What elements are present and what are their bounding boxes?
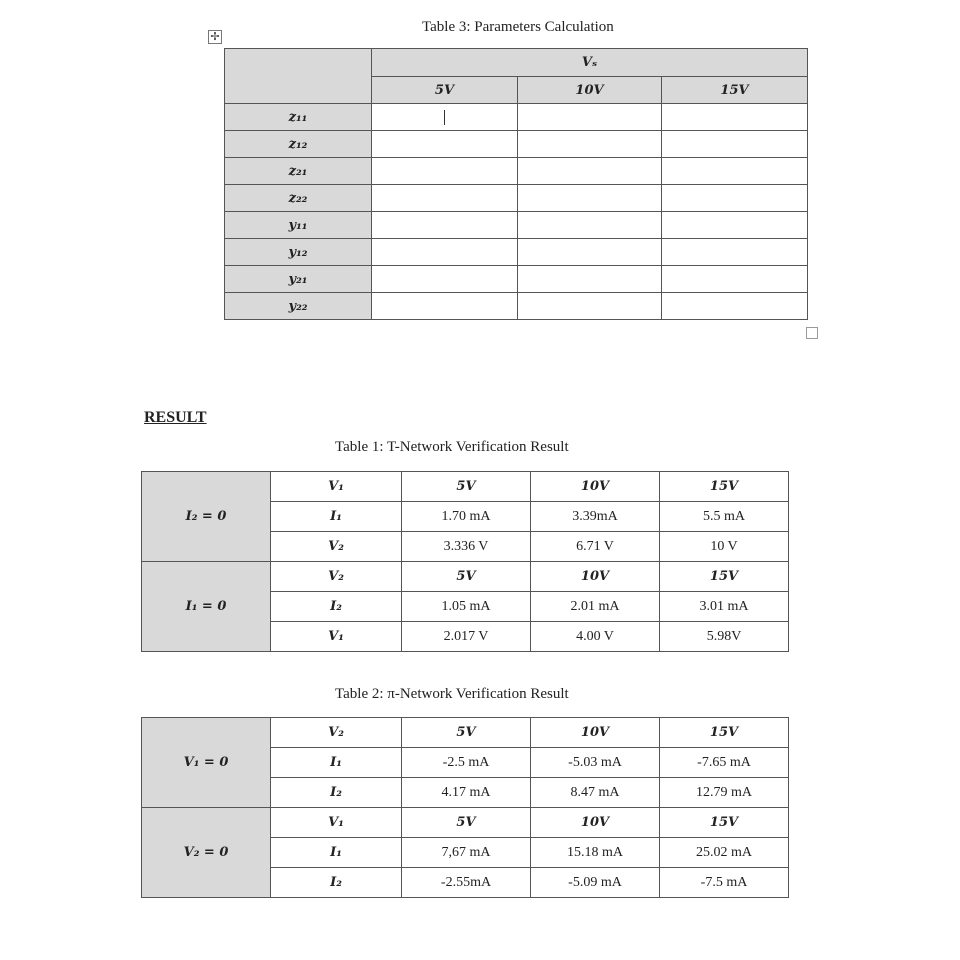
measurement-cell: 5.98V <box>660 622 789 652</box>
param-label: z₂₁ <box>225 158 372 185</box>
param-input-cell[interactable] <box>372 104 518 131</box>
t-network-table <box>141 471 789 652</box>
table3-caption: Table 3: Parameters Calculation <box>422 19 614 35</box>
param-input-cell[interactable] <box>372 185 518 212</box>
measurement-cell: -7.65 mA <box>660 748 789 778</box>
condition-cell: I₁ = 0 <box>142 562 271 652</box>
pi-network-table <box>141 717 789 898</box>
table-row <box>142 718 789 748</box>
table-row <box>142 472 789 502</box>
text-cursor <box>444 110 445 125</box>
measurement-cell: 10 V <box>660 532 789 562</box>
measurement-cell: 3.336 V <box>402 532 531 562</box>
condition-cell: V₂ = 0 <box>142 808 271 898</box>
param-label: y₂₂ <box>225 293 372 320</box>
table-row <box>225 212 808 239</box>
param-input-cell[interactable] <box>518 104 662 131</box>
voltage-header: 10V <box>531 562 660 592</box>
param-input-cell[interactable] <box>662 239 808 266</box>
measurement-cell: 1.05 mA <box>402 592 531 622</box>
measurement-cell: 7,67 mA <box>402 838 531 868</box>
table-row <box>225 158 808 185</box>
param-input-cell[interactable] <box>518 266 662 293</box>
param-label: y₁₁ <box>225 212 372 239</box>
voltage-header: 5V <box>402 808 531 838</box>
param-label: z₂₂ <box>225 185 372 212</box>
param-input-cell[interactable] <box>662 131 808 158</box>
measurement-cell: -7.5 mA <box>660 868 789 898</box>
param-input-cell[interactable] <box>662 266 808 293</box>
table-row <box>225 131 808 158</box>
measurement-cell: 5.5 mA <box>660 502 789 532</box>
t3-voltage-5v: 5V <box>372 77 518 104</box>
param-input-cell[interactable] <box>518 239 662 266</box>
voltage-header: 15V <box>660 718 789 748</box>
param-input-cell[interactable] <box>662 212 808 239</box>
quantity-label: V₂ <box>271 718 402 748</box>
param-input-cell[interactable] <box>372 158 518 185</box>
voltage-header: 15V <box>660 472 789 502</box>
measurement-cell: -2.55mA <box>402 868 531 898</box>
measurement-cell: 25.02 mA <box>660 838 789 868</box>
voltage-header: 5V <box>402 472 531 502</box>
voltage-header: 10V <box>531 718 660 748</box>
voltage-header: 15V <box>660 562 789 592</box>
quantity-label: V₁ <box>271 808 402 838</box>
quantity-label: I₂ <box>271 592 402 622</box>
measurement-cell: -2.5 mA <box>402 748 531 778</box>
result-heading: RESULT <box>144 409 207 426</box>
measurement-cell: 4.00 V <box>531 622 660 652</box>
voltage-header: 5V <box>402 562 531 592</box>
param-input-cell[interactable] <box>372 239 518 266</box>
param-input-cell[interactable] <box>518 293 662 320</box>
quantity-label: V₁ <box>271 472 402 502</box>
table-row <box>225 266 808 293</box>
table1-caption: Table 1: T-Network Verification Result <box>335 439 569 455</box>
voltage-header: 15V <box>660 808 789 838</box>
table-row <box>225 185 808 212</box>
measurement-cell: 6.71 V <box>531 532 660 562</box>
measurement-cell: 4.17 mA <box>402 778 531 808</box>
t3-voltage-10v: 10V <box>518 77 662 104</box>
param-label: z₁₁ <box>225 104 372 131</box>
measurement-cell: 12.79 mA <box>660 778 789 808</box>
table-resize-handle-icon[interactable] <box>806 327 818 339</box>
table-row <box>225 293 808 320</box>
param-input-cell[interactable] <box>518 212 662 239</box>
param-input-cell[interactable] <box>662 185 808 212</box>
table-move-handle-icon[interactable]: ✢ <box>208 30 222 44</box>
quantity-label: I₂ <box>271 868 402 898</box>
table-row <box>225 239 808 266</box>
param-input-cell[interactable] <box>662 293 808 320</box>
param-input-cell[interactable] <box>518 185 662 212</box>
param-input-cell[interactable] <box>662 104 808 131</box>
param-input-cell[interactable] <box>518 158 662 185</box>
measurement-cell: 3.01 mA <box>660 592 789 622</box>
table-row <box>142 562 789 592</box>
param-input-cell[interactable] <box>372 293 518 320</box>
table-row <box>142 808 789 838</box>
voltage-header: 5V <box>402 718 531 748</box>
param-input-cell[interactable] <box>372 212 518 239</box>
quantity-label: I₂ <box>271 778 402 808</box>
param-input-cell[interactable] <box>662 158 808 185</box>
parameters-table <box>224 48 808 320</box>
quantity-label: I₁ <box>271 838 402 868</box>
quantity-label: V₁ <box>271 622 402 652</box>
param-input-cell[interactable] <box>372 266 518 293</box>
measurement-cell: 2.01 mA <box>531 592 660 622</box>
measurement-cell: 3.39mA <box>531 502 660 532</box>
quantity-label: V₂ <box>271 532 402 562</box>
quantity-label: I₁ <box>271 502 402 532</box>
condition-cell: V₁ = 0 <box>142 718 271 808</box>
measurement-cell: -5.09 mA <box>531 868 660 898</box>
table3-corner-cell <box>225 49 372 104</box>
table-row <box>225 104 808 131</box>
measurement-cell: 1.70 mA <box>402 502 531 532</box>
param-label: z₁₂ <box>225 131 372 158</box>
param-label: y₁₂ <box>225 239 372 266</box>
voltage-header: 10V <box>531 808 660 838</box>
measurement-cell: 15.18 mA <box>531 838 660 868</box>
t3-voltage-15v: 15V <box>662 77 808 104</box>
voltage-header: 10V <box>531 472 660 502</box>
measurement-cell: -5.03 mA <box>531 748 660 778</box>
measurement-cell: 8.47 mA <box>531 778 660 808</box>
vs-header: Vₛ <box>372 49 808 77</box>
measurement-cell: 2.017 V <box>402 622 531 652</box>
param-input-cell[interactable] <box>372 131 518 158</box>
quantity-label: V₂ <box>271 562 402 592</box>
condition-cell: I₂ = 0 <box>142 472 271 562</box>
quantity-label: I₁ <box>271 748 402 778</box>
param-input-cell[interactable] <box>518 131 662 158</box>
table2-caption: Table 2: π-Network Verification Result <box>335 686 569 702</box>
param-label: y₂₁ <box>225 266 372 293</box>
